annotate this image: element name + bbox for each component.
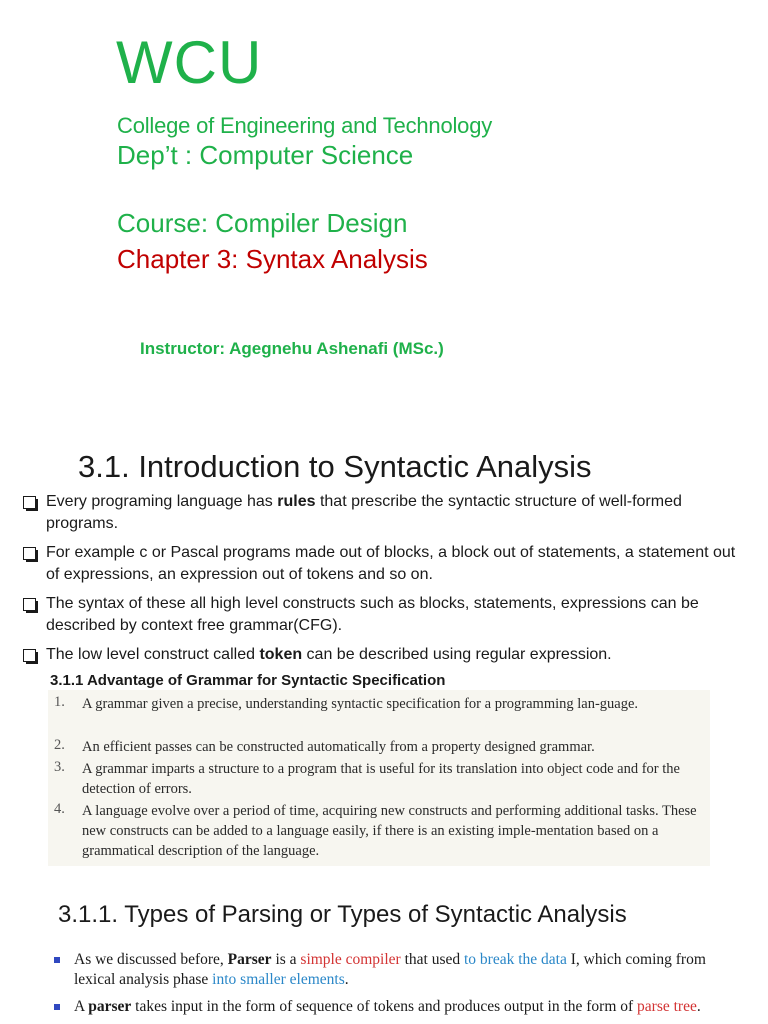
list-item: Every programing language has rules that prescribe the syntactic structure of well-formed programs. bbox=[22, 491, 742, 535]
checkbox-bullet-icon bbox=[23, 547, 36, 560]
instructor-name: Instructor: Agegnehu Ashenafi (MSc.) bbox=[140, 339, 444, 358]
section-heading-types: 3.1.1. Types of Parsing or Types of Syntactic Analysis bbox=[58, 901, 627, 928]
course-name: Course: Compiler Design bbox=[117, 208, 408, 238]
list-item: The low level construct called token can be described using regular expression. bbox=[22, 644, 742, 666]
square-bullet-icon bbox=[54, 957, 60, 963]
university-title: WCU bbox=[116, 29, 263, 96]
advantage-scanned-list: 1. A grammar given a precise, understanding syntactic specification for a programming lan-guage. 2. An efficient passes can be constructed automatically from a property designed grammar. 3. A grammar imparts a structure to a program that is useful for its translation into object code and for the detection of errors. 4. A language evolve over a period of time, acquiring new constructs and performing additional tasks. These new constructs can be added to a language easily, if there is an existing imple-mentation based on a grammatical description of the language. bbox=[48, 690, 710, 866]
section-heading-advantage: 3.1.1 Advantage of Grammar for Syntactic Specification bbox=[50, 672, 446, 689]
college-name: College of Engineering and Technology bbox=[117, 113, 493, 138]
chapter-title: Chapter 3: Syntax Analysis bbox=[117, 244, 428, 274]
intro-bullet-list bbox=[22, 491, 742, 673]
department-name: Dep’t : Computer Science bbox=[117, 140, 414, 170]
list-item: As we discussed before, Parser is a simple compiler that used to break the data I, which coming from lexical analysis phase into smaller elements. bbox=[52, 950, 720, 990]
square-bullet-icon bbox=[54, 1004, 60, 1010]
checkbox-bullet-icon bbox=[23, 496, 36, 509]
section-heading-intro: 3.1. Introduction to Syntactic Analysis bbox=[78, 449, 592, 484]
list-item: The syntax of these all high level constructs such as blocks, statements, expressions can be described by context free grammar(CFG). bbox=[22, 593, 742, 637]
list-item: A parser takes input in the form of sequence of tokens and produces output in the form of parse tree. bbox=[52, 997, 720, 1017]
list-item: For example c or Pascal programs made out of blocks, a block out of statements, a statement out of expressions, an expression out of tokens and so on. bbox=[22, 542, 742, 586]
checkbox-bullet-icon bbox=[23, 649, 36, 662]
checkbox-bullet-icon bbox=[23, 598, 36, 611]
